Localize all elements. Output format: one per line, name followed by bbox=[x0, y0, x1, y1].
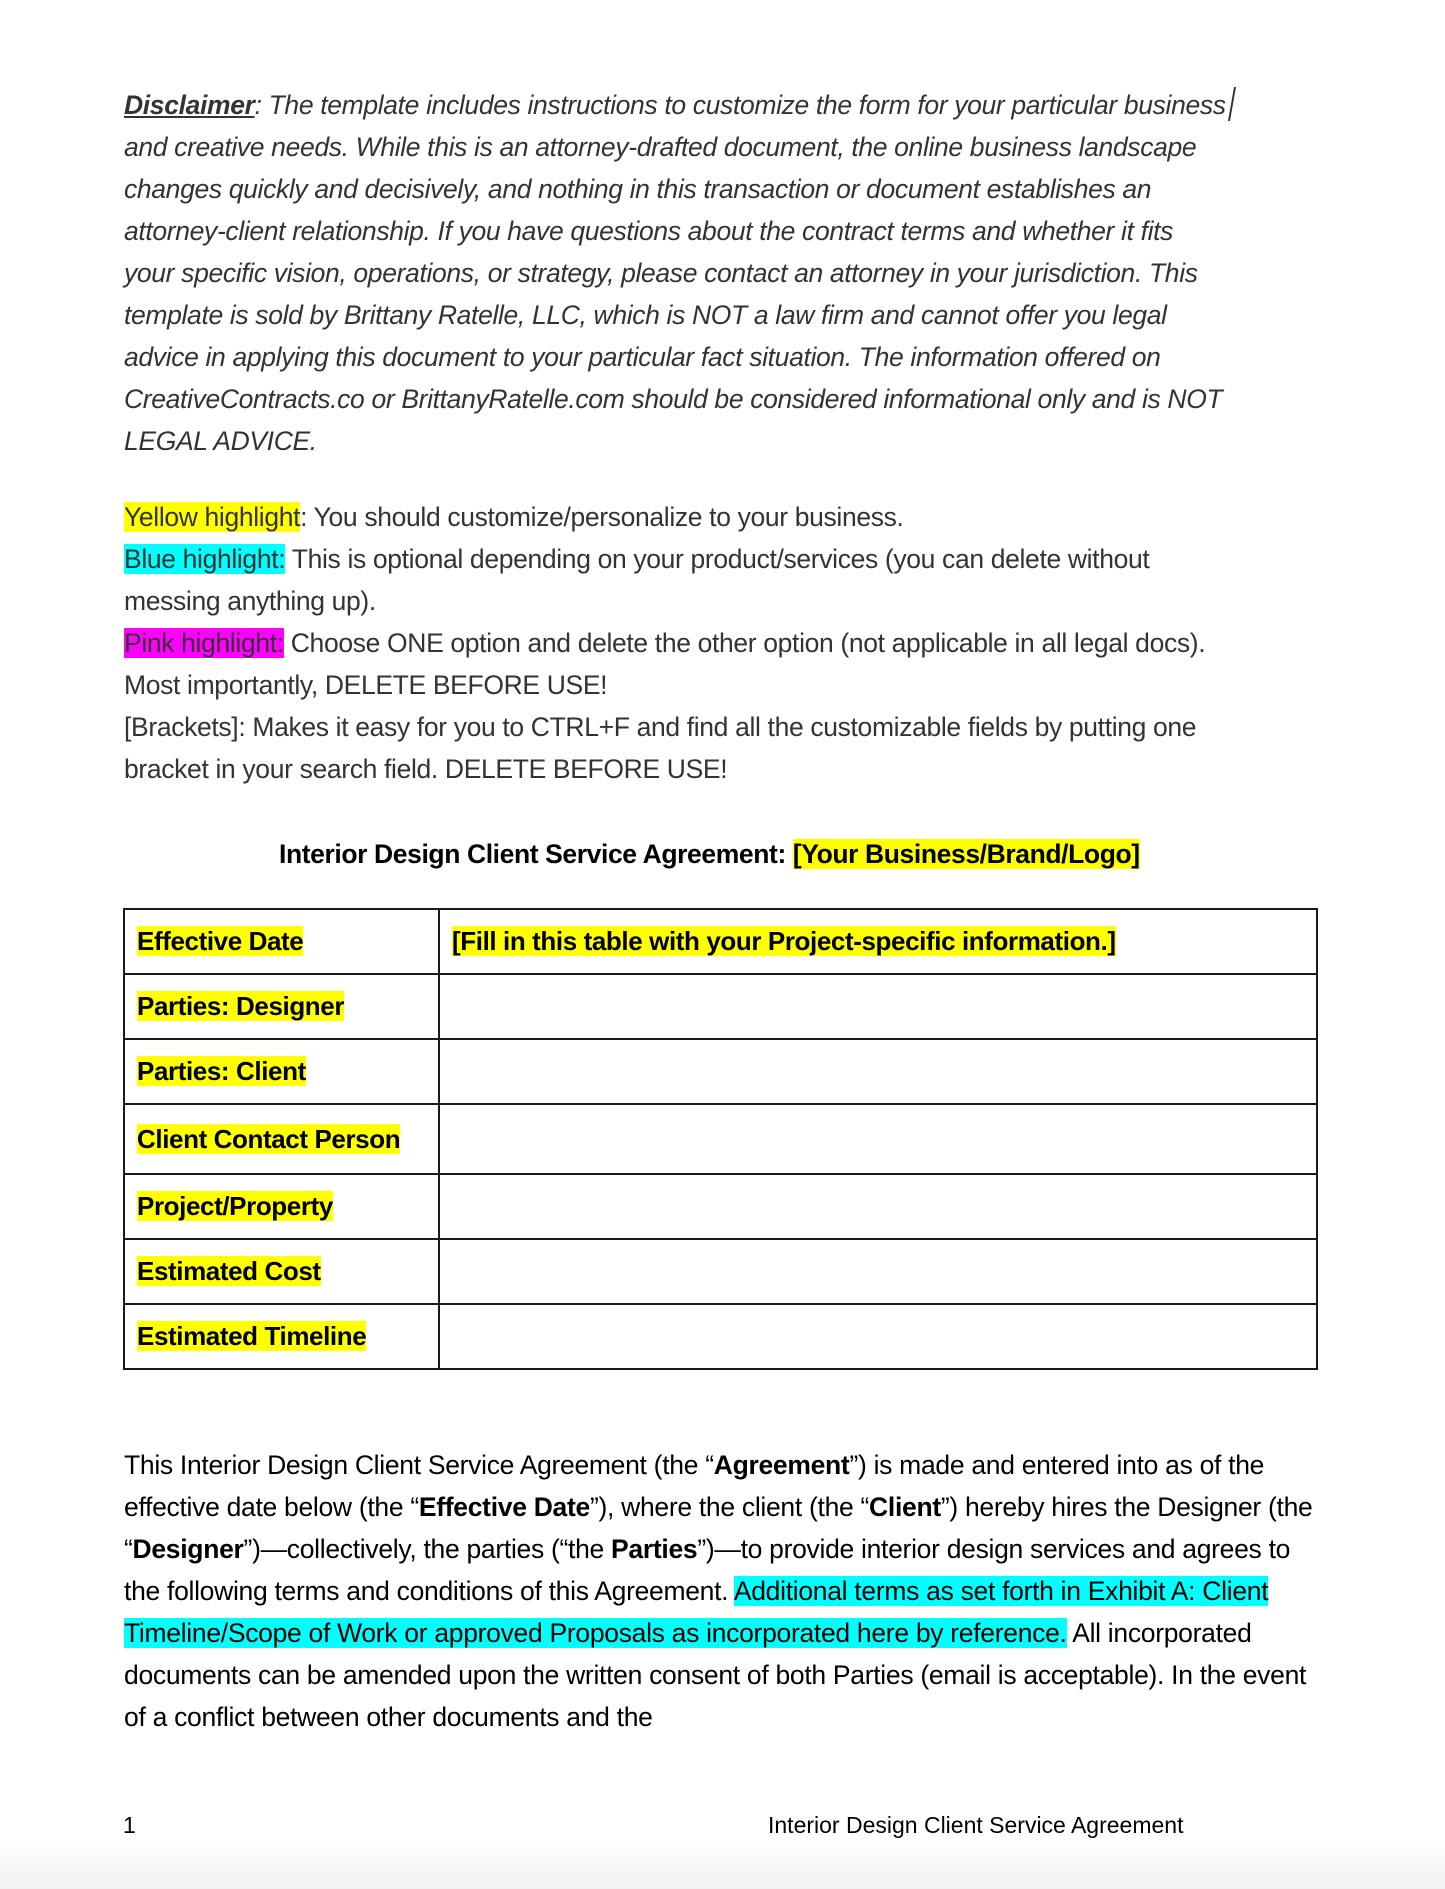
yellow-instruction: Yellow highlight: You should customize/personalize to your business. bbox=[124, 502, 904, 532]
table-cell-label[interactable]: Parties: Client bbox=[124, 1039, 439, 1104]
disclaimer-paragraph[interactable] bbox=[124, 84, 1324, 462]
table-row bbox=[124, 1104, 1317, 1174]
disclaimer-line: changes quickly and decisively, and nothing in this transaction or document establishes an bbox=[124, 174, 1152, 204]
table-row bbox=[124, 1239, 1317, 1304]
table-cell-value[interactable] bbox=[439, 1104, 1317, 1174]
pink-instruction: Pink highlight: Choose ONE option and delete the other option (not applicable in all legal docs). bbox=[124, 628, 1206, 658]
defined-term: Client bbox=[869, 1492, 941, 1522]
defined-term: Designer bbox=[132, 1534, 244, 1564]
table-cell-value[interactable] bbox=[439, 974, 1317, 1039]
defined-term: Effective Date bbox=[418, 1492, 590, 1522]
blue-instruction-cont: messing anything up). bbox=[124, 586, 376, 616]
table-cell-label[interactable]: Effective Date bbox=[124, 909, 439, 974]
text-cursor bbox=[1228, 87, 1236, 121]
title-text: Interior Design Client Service Agreement: bbox=[279, 839, 793, 869]
brackets-instruction-cont: bracket in your search field. DELETE BEFORE USE! bbox=[124, 754, 728, 784]
document-title[interactable] bbox=[279, 834, 1140, 874]
defined-term: Parties bbox=[611, 1534, 698, 1564]
highlight-instructions[interactable] bbox=[124, 496, 1324, 790]
disclaimer-line: CreativeContracts.co or BrittanyRatelle.com should be considered informational only and is NOT bbox=[124, 384, 1223, 414]
table-row bbox=[124, 974, 1317, 1039]
blue-instruction: Blue highlight: This is optional depending on your product/services (you can delete without bbox=[124, 544, 1150, 574]
table-row bbox=[124, 1039, 1317, 1104]
agreement-intro-paragraph[interactable]: This Interior Design Client Service Agreement (the “Agreement”) is made and entered into as of the effective date below (the “Effective Date”), where the client (the “Client”) hereby hires the Designer (the “Designer”)—collectively, the parties (“the Parties”)—to provide interior design services and agrees to the following terms and conditions of this Agreement. Additional terms as set forth in Exhibit A: Client Timeline/Scope of Work or approved Proposals as incorporated here by reference. All incorporated documents can be amended upon the written consent of both Parties (email is acceptable). In the event of a conflict between other documents and the bbox=[124, 1450, 1313, 1732]
table-cell-value[interactable]: [Fill in this table with your Project-specific information.] bbox=[439, 909, 1317, 974]
table-cell-label[interactable]: Estimated Cost bbox=[124, 1239, 439, 1304]
table-cell-label[interactable]: Project/Property bbox=[124, 1174, 439, 1239]
disclaimer-line: Disclaimer: The template includes instructions to customize the form for your particular business bbox=[124, 84, 1324, 126]
disclaimer-line: LEGAL ADVICE. bbox=[124, 426, 317, 456]
optional-clause: Additional terms as set forth in Exhibit A: Client Timeline/Scope of Work or approved Proposals as incorporated here by reference. bbox=[124, 1576, 1269, 1648]
blue-highlight-label: Blue highlight: bbox=[124, 544, 286, 574]
yellow-highlight-label: Yellow highlight bbox=[124, 502, 301, 532]
table-cell-label[interactable]: Estimated Timeline bbox=[124, 1304, 439, 1369]
disclaimer-line: advice in applying this document to your particular fact situation. The information offered on bbox=[124, 342, 1161, 372]
table-cell-value[interactable] bbox=[439, 1304, 1317, 1369]
table-cell-label[interactable]: Client Contact Person bbox=[124, 1104, 439, 1174]
page-bottom-edge bbox=[0, 1839, 1445, 1889]
table-cell-value[interactable] bbox=[439, 1039, 1317, 1104]
title-placeholder: [Your Business/Brand/Logo] bbox=[792, 839, 1140, 869]
footer-title: Interior Design Client Service Agreement bbox=[768, 1812, 1184, 1838]
table-cell-value[interactable] bbox=[439, 1239, 1317, 1304]
pink-highlight-label: Pink highlight: bbox=[124, 628, 284, 658]
disclaimer-label: Disclaimer bbox=[124, 90, 255, 120]
pink-instruction-cont: Most importantly, DELETE BEFORE USE! bbox=[124, 670, 608, 700]
defined-term: Agreement bbox=[713, 1450, 850, 1480]
table-cell-label[interactable]: Parties: Designer bbox=[124, 974, 439, 1039]
disclaimer-line: your specific vision, operations, or strategy, please contact an attorney in your jurisdiction. This bbox=[124, 258, 1198, 288]
table-row bbox=[124, 1174, 1317, 1239]
brackets-instruction: [Brackets]: Makes it easy for you to CTRL+F and find all the customizable fields by putting one bbox=[124, 712, 1197, 742]
table-cell-value[interactable] bbox=[439, 1174, 1317, 1239]
table-row bbox=[124, 1304, 1317, 1369]
table-row bbox=[124, 909, 1317, 974]
project-info-table bbox=[123, 908, 1318, 1370]
disclaimer-line: template is sold by Brittany Ratelle, LLC, which is NOT a law firm and cannot offer you legal bbox=[124, 300, 1167, 330]
disclaimer-line: and creative needs. While this is an attorney-drafted document, the online business landscape bbox=[124, 132, 1197, 162]
disclaimer-line: attorney-client relationship. If you have questions about the contract terms and whether it fits bbox=[124, 216, 1174, 246]
page-number: 1 bbox=[123, 1812, 136, 1838]
